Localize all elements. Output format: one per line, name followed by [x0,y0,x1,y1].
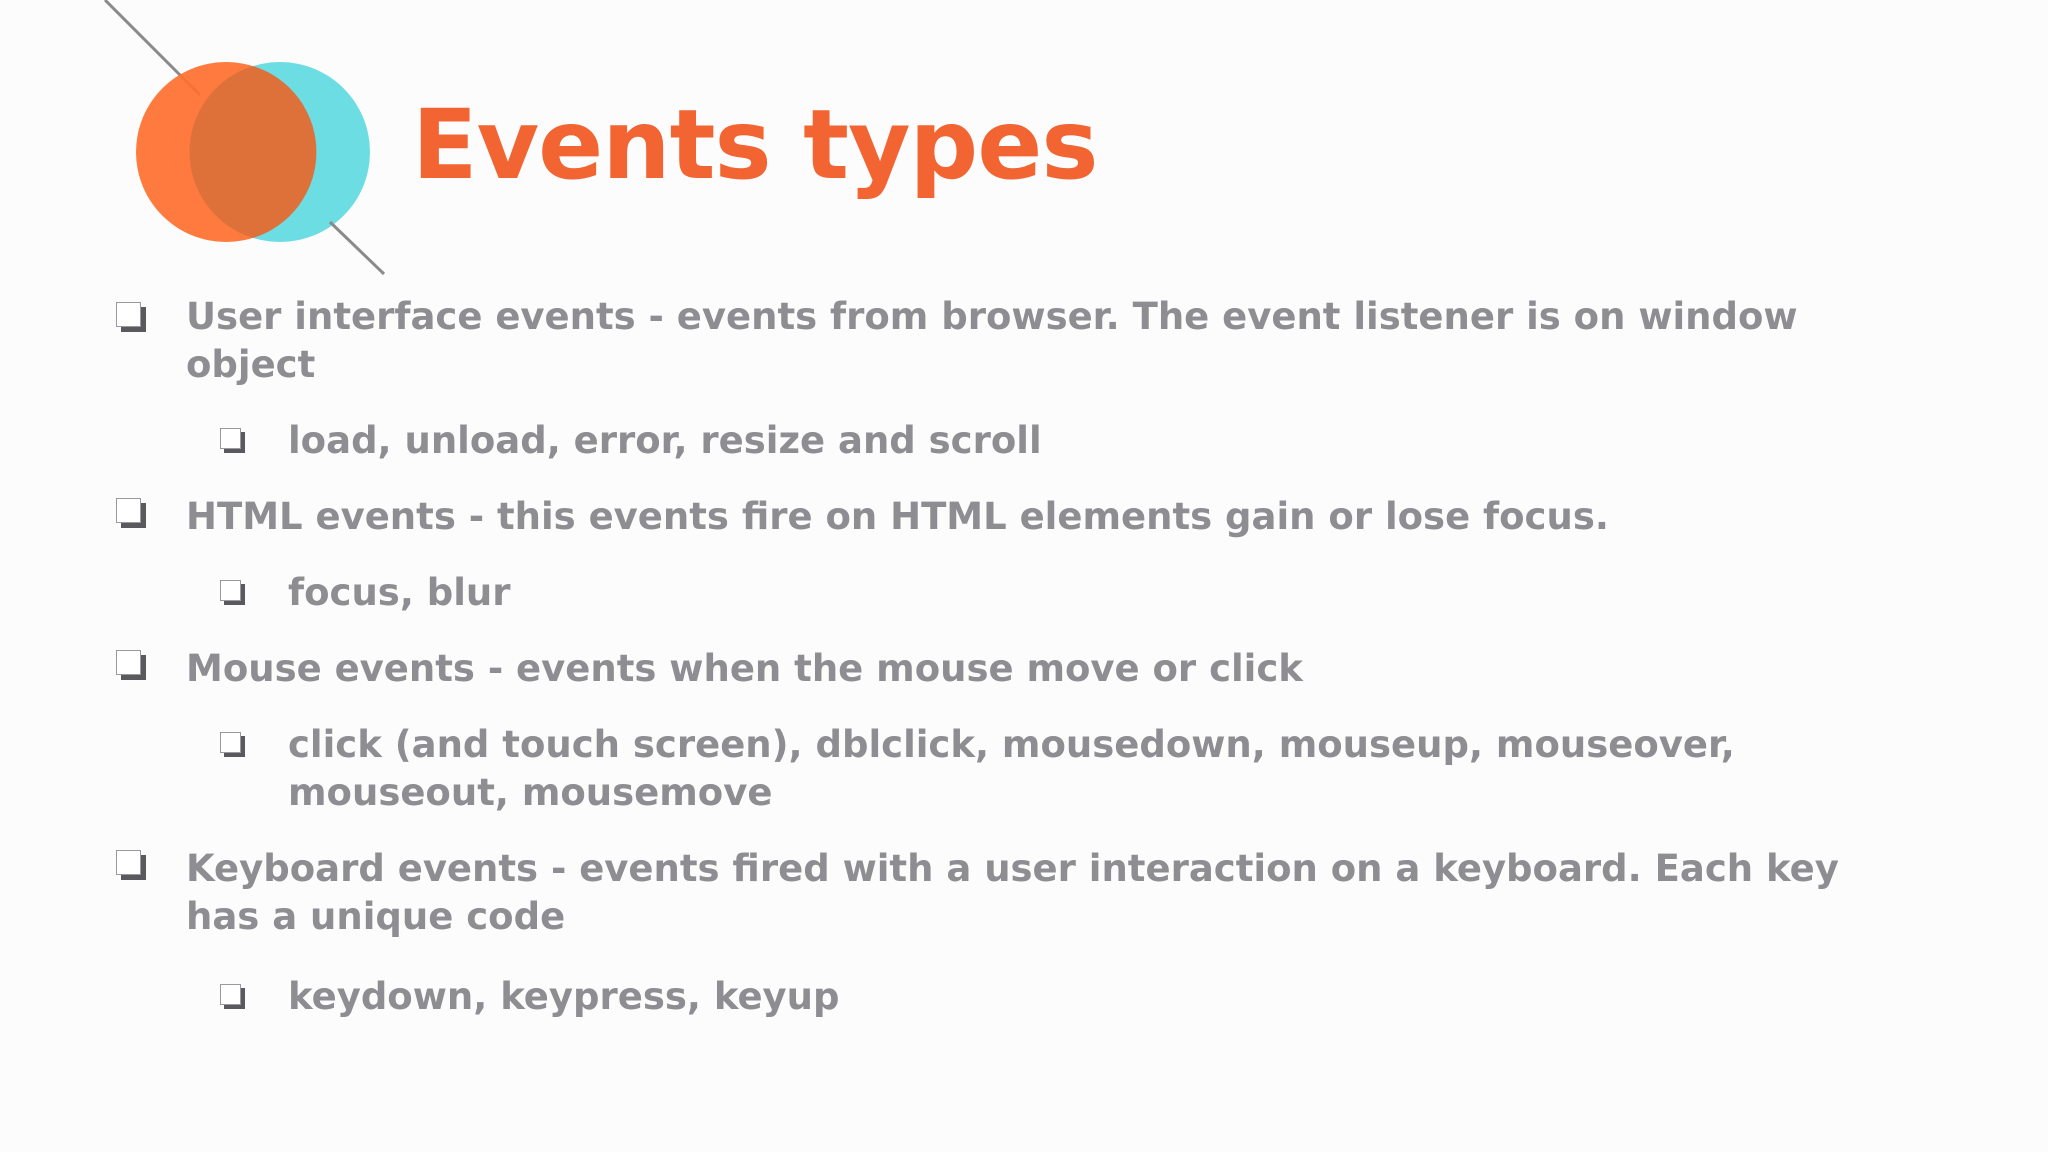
list-item-html-events [186,493,1876,541]
list-item-text: click (and touch screen), dblclick, mousedown, mouseup, mouseover, mouseout, mousemove [288,723,1735,814]
list-item-text: User interface events - events from browser. The event listener is on window object [186,295,1798,386]
list-item-ui-events-list [288,417,1788,465]
list-item-mouse-events-list [288,721,1788,817]
list-item-keyboard-events-list [288,973,1788,1021]
list-item-text: keydown, keypress, keyup [288,975,840,1018]
checkbox-bullet-icon [116,302,142,328]
list-item-html-events-list [288,569,1788,617]
checkbox-bullet-icon [220,984,246,1010]
list-item-text: Keyboard events - events fired with a user interaction on a keyboard. Each key has a unique code [186,847,1839,938]
list-item-text: focus, blur [288,571,511,614]
checkbox-bullet-icon [220,732,246,758]
list-item-text: load, unload, error, resize and scroll [288,419,1042,462]
list-item-text: Mouse events - events when the mouse move or click [186,647,1303,690]
checkbox-bullet-icon [220,428,246,454]
checkbox-bullet-icon [220,580,246,606]
checkbox-bullet-icon [116,650,142,676]
slide-title: Events types [412,89,1098,201]
list-item-mouse-events [186,645,1876,693]
checkbox-bullet-icon [116,498,142,524]
list-item-text: HTML events - this events fire on HTML elements gain or lose focus. [186,495,1609,538]
list-item-keyboard-events [186,845,1876,941]
list-item-ui-events [186,293,1876,389]
checkbox-bullet-icon [116,850,142,876]
